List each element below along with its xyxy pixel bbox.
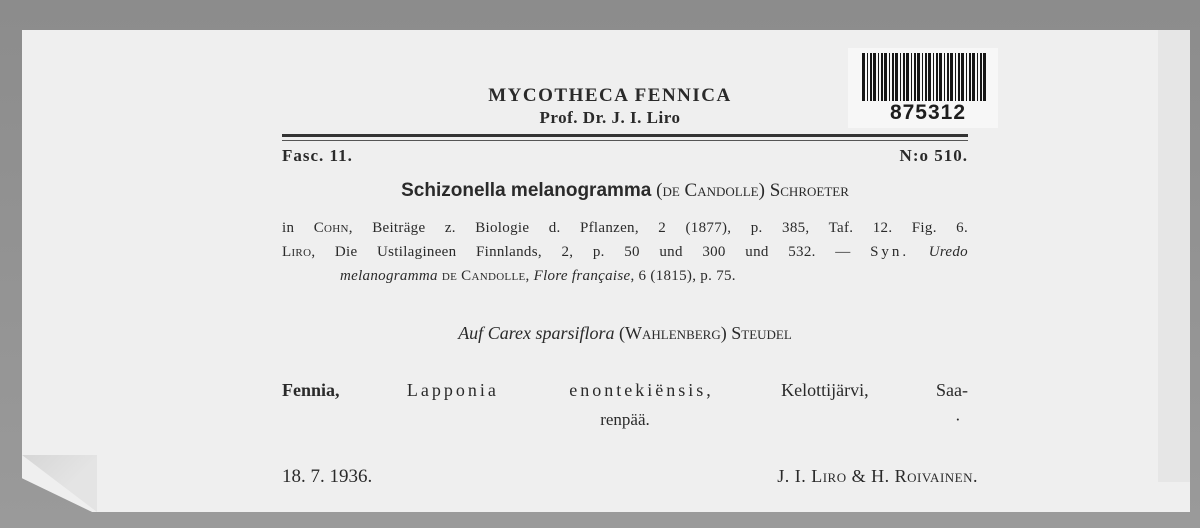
collector-initials-1: J. I. [777, 466, 807, 486]
reference-line-3 [340, 268, 940, 285]
ref2-text: , Die Ustilagineen Finnlands, 2, p. 50 und 300 und 532. — [311, 244, 871, 260]
ref3-de: de [441, 268, 458, 284]
host-prefix: Auf [458, 323, 484, 343]
collection-date: 18. 7. 1936. [282, 466, 373, 487]
specimen-number: N:o 510. [899, 146, 968, 165]
host-species: Carex sparsiflora [487, 323, 615, 343]
ref3-text1: , [525, 268, 534, 284]
ref3-synonym: melanogramma [340, 268, 438, 284]
ref2-synonym: Uredo [928, 244, 968, 260]
ref1-text: , Beiträge z. Biologie d. Pflanzen, 2 (1877), p. 385, Taf. 12. Fig. 6. [348, 220, 968, 236]
fascicle-number: Fasc. 11. [282, 146, 353, 165]
collector-initials-2: H. [871, 466, 890, 486]
ref1-author: Cohn [313, 220, 349, 236]
locality-region: Lapponia enontekiënsis, [406, 380, 714, 400]
ref3-author: Candolle [461, 268, 526, 284]
ref3-text2: , 6 (1815), p. 75. [630, 268, 736, 284]
locality-site-part1: Saa- [936, 380, 968, 400]
host-authority-2: Steudel [731, 323, 792, 343]
ref3-work: Flore française [533, 268, 631, 284]
locality-country: Fennia, [282, 380, 340, 400]
ref2-author: Liro [282, 244, 312, 260]
host-authority-close: ) [720, 323, 727, 343]
locality-dot: · [955, 410, 961, 429]
label-right-flap [1158, 30, 1190, 482]
species-name: Schizonella melanogramma [401, 180, 652, 201]
collectors-and: & [851, 466, 867, 486]
reference-line-1 [282, 220, 968, 237]
header-rule-thick [282, 134, 968, 137]
collection-author: Prof. Dr. J. I. Liro [539, 108, 681, 127]
host-authority-open: ( [619, 323, 626, 343]
species-heading [282, 180, 968, 202]
locality-place: Kelottijärvi, [781, 380, 869, 400]
species-authority-basionym: Candolle [684, 180, 759, 201]
ref1-prefix: in [282, 220, 295, 236]
host-authority: Wahlenberg [625, 323, 721, 343]
species-authority-combining: Schroeter [769, 180, 849, 201]
ref2-syn: Syn. [870, 244, 910, 260]
locality-continuation: renpää. [600, 410, 650, 429]
locality-line [282, 380, 968, 401]
collection-title: MYCOTHECA FENNICA [488, 85, 732, 106]
collectors [777, 466, 978, 487]
species-authority-de: de [662, 180, 680, 201]
header-rule-thin [282, 140, 968, 141]
species-authority-open: ( [656, 180, 663, 201]
collector-name-1: Liro [811, 466, 847, 486]
reference-line-2 [282, 244, 968, 261]
barcode-bars [862, 53, 986, 101]
species-authority-close: ) [758, 180, 765, 201]
collector-name-2: Roivainen. [894, 466, 978, 486]
host-line [282, 323, 968, 344]
barcode-number: 875312 [889, 101, 967, 124]
